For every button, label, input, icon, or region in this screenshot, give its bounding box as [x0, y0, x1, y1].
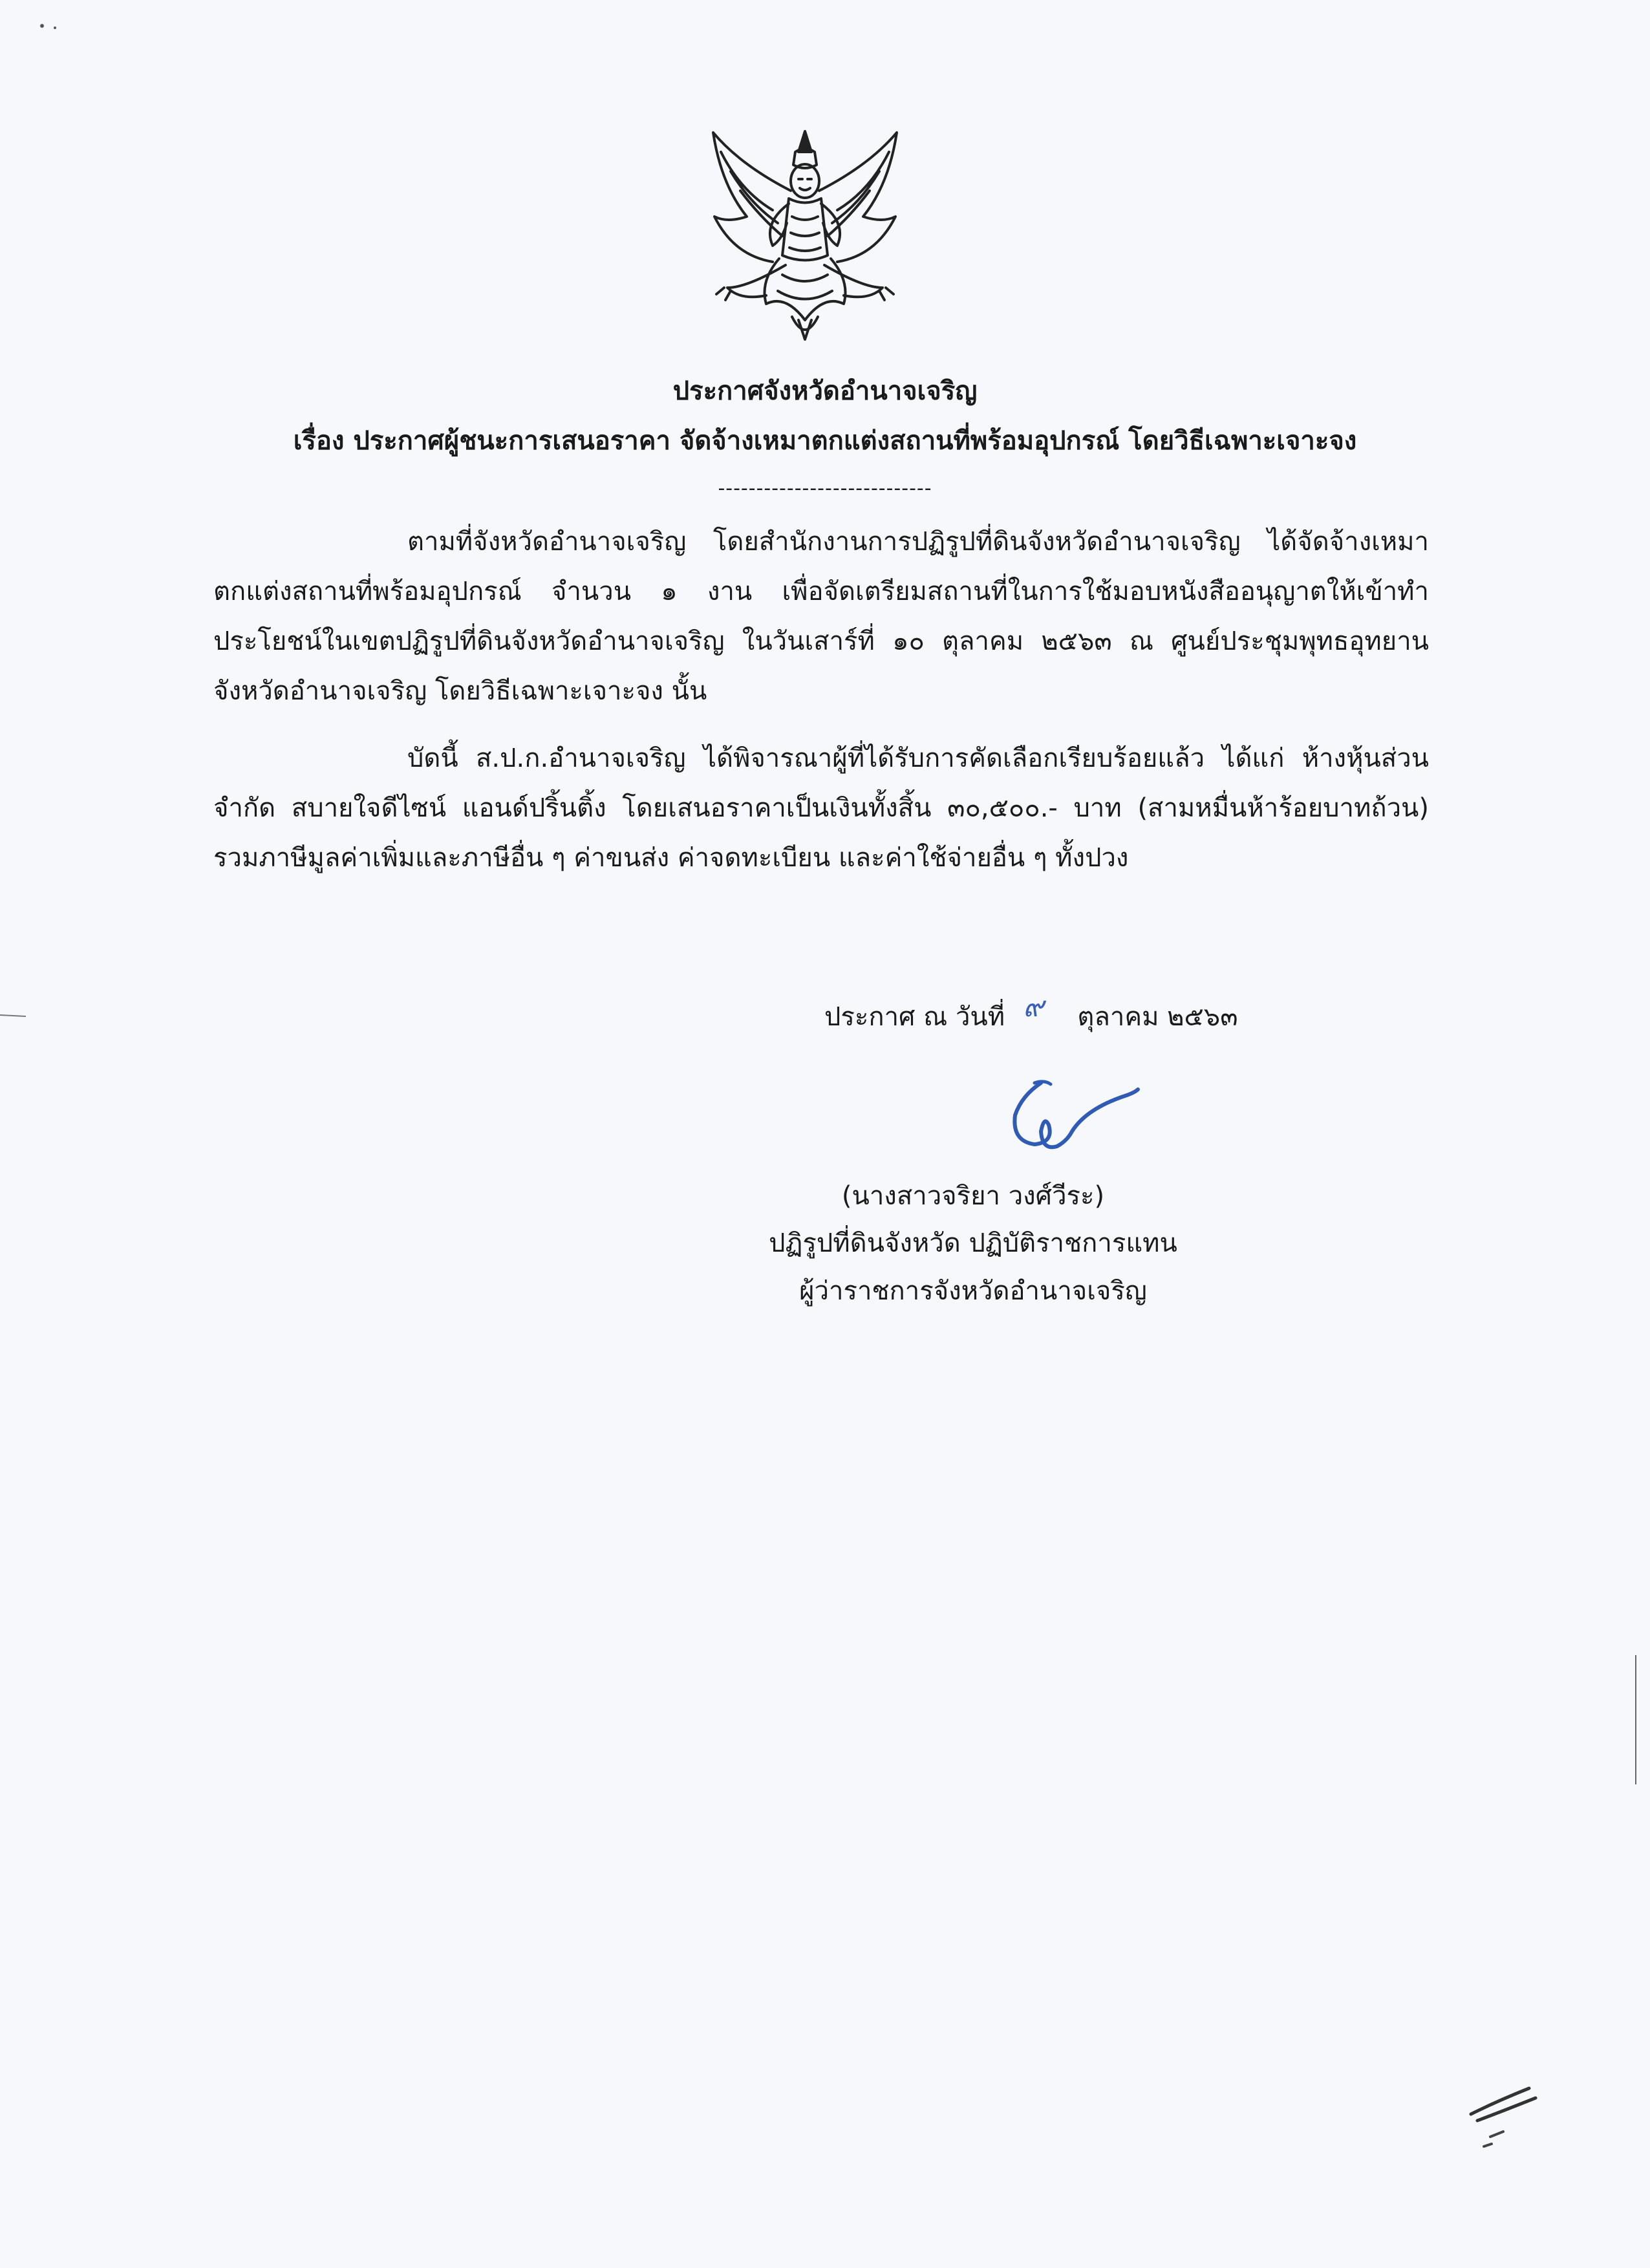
- garuda-emblem-icon: [702, 126, 908, 346]
- title-separator: ----------------------------: [718, 477, 932, 500]
- document-title: ประกาศจังหวัดอำนาจเจริญ: [672, 376, 978, 406]
- scan-speck-bottom-right: [1458, 2075, 1555, 2172]
- announcement-month-year: ตุลาคม ๒๕๖๓: [1077, 1002, 1238, 1032]
- announcement-day-handwritten: ๙: [1023, 990, 1044, 1023]
- announcement-prefix: ประกาศ ณ วันที่: [824, 1002, 1005, 1032]
- document-subject: เรื่อง ประกาศผู้ชนะการเสนอราคา จัดจ้างเหมาตกแต่งสถานที่พร้อมอุปกรณ์ โดยวิธีเฉพาะเจาะจง: [293, 426, 1357, 456]
- body-paragraph-1: ตามที่จังหวัดอำนาจเจริญ โดยสำนักงานการปฏิรูปที่ดินจังหวัดอำนาจเจริญ ได้จัดจ้างเหมาตกแต่งสถานที่พร้อมอุปกรณ์ จำนวน ๑ งาน เพื่อจัดเตรียมสถานที่ในการใช้มอบหนังสืออนุญาตให้เข้าทำประโยชน์ในเขตปฏิรูปที่ดินจังหวัดอำนาจเจริญ ในวันเสาร์ที่ ๑๐ ตุลาคม ๒๕๖๓ ณ ศูนย์ประชุมพุทธอุทยานจังหวัดอำนาจเจริญ โดยวิธีเฉพาะเจาะจง นั้น: [213, 527, 1429, 706]
- handwritten-signature: [996, 1070, 1151, 1167]
- scan-edge-mark-left: [0, 1009, 39, 1022]
- scan-speck-top-left: [36, 16, 74, 36]
- signer-name: (นางสาวจริยา วงศ์วีระ): [841, 1181, 1105, 1211]
- signer-position-1: ปฏิรูปที่ดินจังหวัด ปฏิบัติราชการแทน: [769, 1228, 1177, 1258]
- signer-position-2: ผู้ว่าราชการจังหวัดอำนาจเจริญ: [799, 1276, 1147, 1306]
- body-paragraph-2: บัดนี้ ส.ป.ก.อำนาจเจริญ ได้พิจารณาผู้ที่ได้รับการคัดเลือกเรียบร้อยแล้ว ได้แก่ ห้างหุ้นส่วนจำกัด สบายใจดีไซน์ แอนด์ปริ้นติ้ง โดยเสนอราคาเป็นเงินทั้งสิ้น ๓๐,๕๐๐.- บาท (สามหมื่นห้าร้อยบาทถ้วน) รวมภาษีมูลค่าเพิ่มและภาษีอื่น ๆ ค่าขนส่ง ค่าจดทะเบียน และค่าใช้จ่ายอื่น ๆ ทั้งปวง: [213, 744, 1429, 873]
- scan-edge-mark-right: [1629, 1655, 1642, 1784]
- announcement-date: [824, 990, 1238, 1038]
